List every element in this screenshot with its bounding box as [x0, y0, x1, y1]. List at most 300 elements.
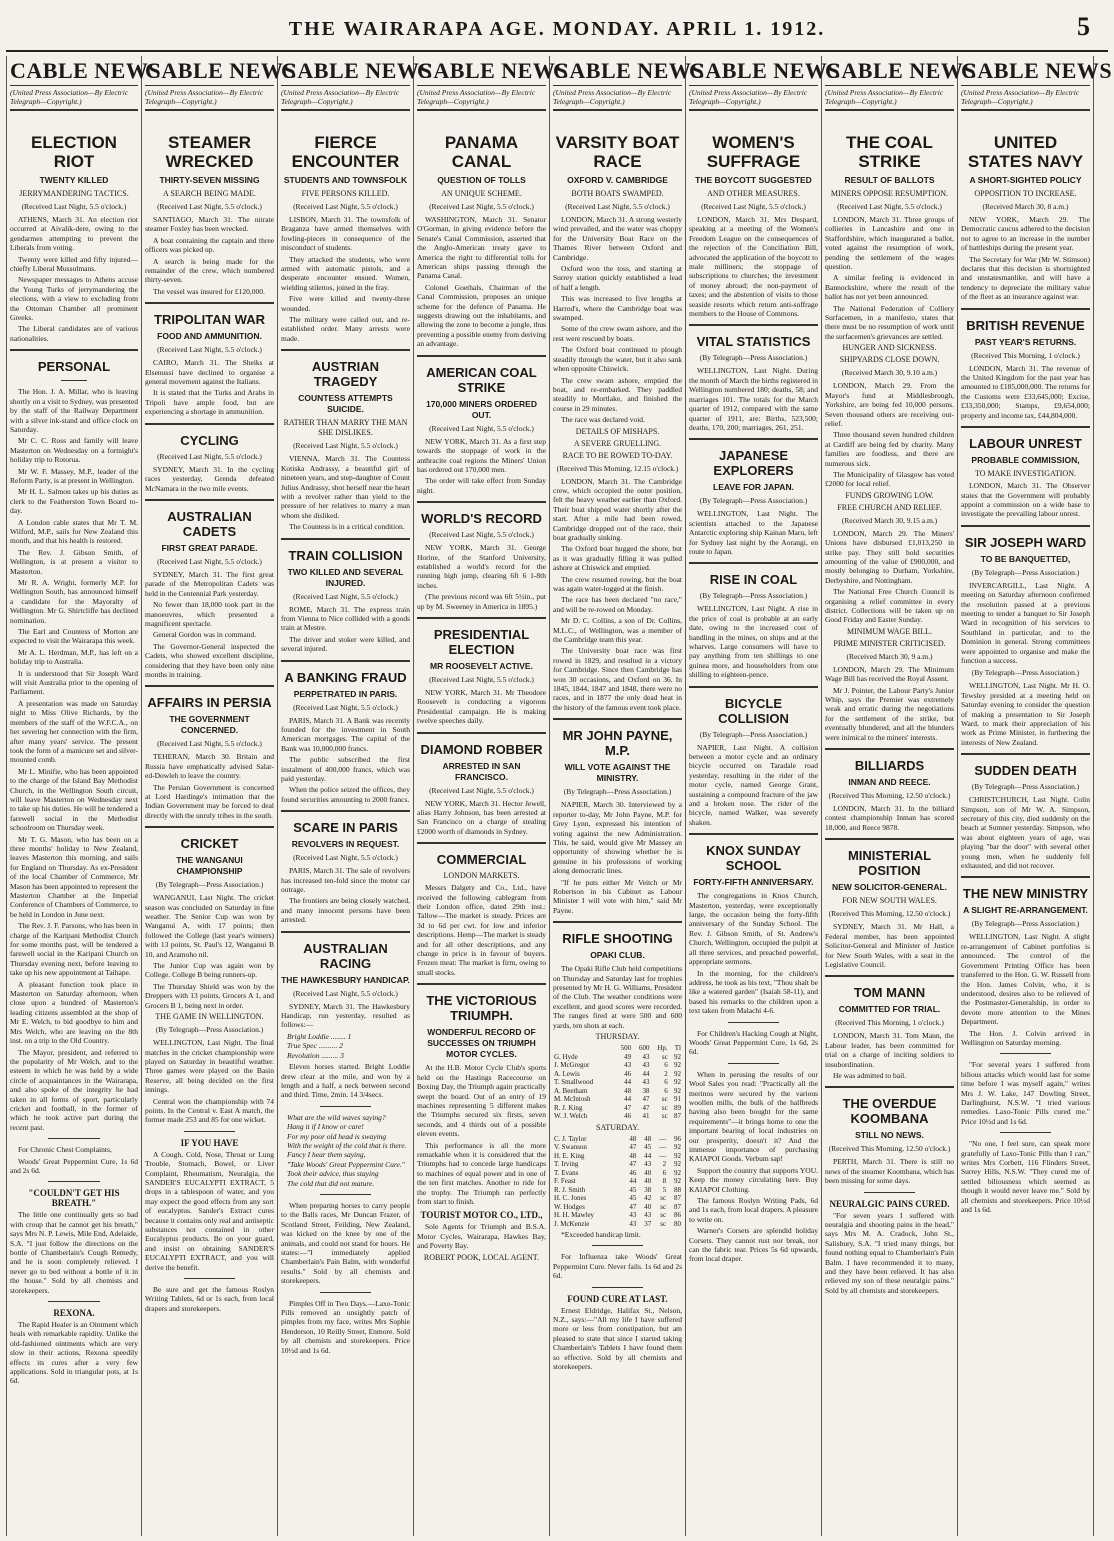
headline: AUSTRALIAN RACING: [303, 940, 388, 971]
table-cell: 5: [662, 1185, 667, 1194]
paragraph: LONDON, March 31. The Cambridge crew, which occupied the outer position, felt the heavy weather earlier than Oxford. Their boat shipped water shortly after the start. After a mile had been rowed, Cambridge dropped out of the race, their boat gradually sinking.: [553, 476, 682, 542]
table-cell: 48: [629, 1134, 637, 1143]
table-cell: 45: [629, 1194, 637, 1202]
subheadline: MR ROOSEVELT ACTIVE.: [430, 660, 533, 671]
divider: [689, 324, 818, 326]
subheadline: NEW SOLICITOR-GENERAL.: [831, 882, 948, 893]
divider: [417, 732, 546, 734]
table-cell: sc: [660, 1194, 667, 1202]
column-2: [142, 56, 297, 1536]
article-rifle-shooting: [553, 931, 682, 1239]
dateline: (By Telegraph—Press Association.): [699, 353, 808, 363]
paragraph: The Earl and Countess of Morton are expected to visit the Wairarapa this week.: [10, 627, 138, 646]
article-banking-fraud: [281, 670, 410, 805]
paragraph: NEW YORK, March 31. George Horine, of the Stanford University, established a world's record for the running high jump, clearing 6ft 6 1-8th inches.: [417, 543, 546, 590]
paragraph: Oxford won the toss, and starting at Surrey station quickly established a lead of half a length.: [553, 264, 682, 292]
table-cell: T. Evans: [554, 1168, 579, 1177]
article-coal-strike: [825, 133, 954, 742]
table-row: [553, 1220, 682, 1229]
subheadline: RATHER THAN MARRY THE MAN SHE DISLIKES.: [283, 418, 408, 438]
divider: [48, 1301, 99, 1302]
paragraph: LONDON, March 31. Three groups of collieries in Lancashire and one in Staffordshire, which inaugurated a ballot, voted against the resumption of work, pending the settlement of the wages question.: [825, 215, 954, 272]
article-affairs-in-persia: [145, 695, 274, 820]
article-austrian-tragedy: [281, 359, 410, 531]
subheadline: FORTY-FIFTH ANNIVERSARY.: [693, 877, 814, 888]
paragraph: The Rev. J. F. Parsons, who has been in charge of the Karipani Methodist Church for some months past, will be tendered a farewell social in the Karipani Church on Thursday evening next, before leaving to take up his new appointment at Taihape.: [10, 921, 138, 978]
headline: AFFAIRS IN PERSIA: [147, 695, 272, 711]
paragraph: Mr R. A. Wright, formerly M.P. for Wellington South, has announced himself a candidate for the Mayoralty of Wellington. Mr G. Shirtcliffe has declined nomination.: [10, 578, 138, 625]
headline: A BANKING FRAUD: [284, 669, 407, 685]
paragraph: The race was declared void.: [561, 415, 645, 425]
subheadline: STILL NO NEWS.: [855, 1130, 924, 1141]
poem-line: What are the wild waves saying?: [287, 1112, 386, 1122]
table-cell: 47: [642, 1095, 650, 1103]
paragraph: The Opaki Rifle Club held competitions on Thursday and Saturday last for trophies presented by Mr H. G. Williams, President of the Club. The weather conditions were excellent, and good scores were recorded. The ranges fired at were 500 and 600 yards, ten shots at each.: [553, 964, 682, 1030]
table-cell: J. McKenzie: [554, 1219, 590, 1228]
headline: TRAIN COLLISION: [288, 547, 403, 563]
paragraph: This was increased to five lengths at Harrod's, where the Cambridge boat was swamped.: [553, 294, 682, 323]
subheadline: JERRYMANDERING TACTICS.: [19, 189, 129, 198]
divider: [48, 1138, 99, 1139]
dateline: (Received Last Night, 5.5 o'clock.): [157, 451, 262, 461]
dateline: (Received March 30, 9.10 a.m.): [841, 368, 938, 378]
paragraph: The public subscribed the first instalment of 400,000 francs, which was paid yesterday.: [281, 755, 410, 783]
table-cell: sc: [660, 1211, 667, 1219]
headline: VARSITY BOAT RACE: [555, 133, 680, 171]
subheadline: THE GOVERNMENT CONCERNED.: [169, 714, 250, 736]
article-australian-cadets: [145, 509, 274, 679]
divider: [320, 1194, 372, 1195]
table-cell: 87: [674, 1202, 681, 1211]
column-1: [6, 56, 162, 1536]
paragraph: Mr D. C. Collins, a son of Dr. Collins, M.L.C., of Wellington, was a member of the Cambridge team this year.: [553, 616, 682, 645]
dateline: (Received March 30, 8 a.m.): [982, 202, 1069, 211]
headline: THE COAL STRIKE: [846, 133, 933, 171]
subheadline: DETAILS OF MISHAPS.: [575, 426, 660, 436]
paragraph: The congregations in Knox Church, Masterton, yesterday, were exceptionally large, the occasion being the forty-fifth anniversary of the Sunday School. The Rev. J. Gibson Smith, of St. Andrew's Church, Wellington, occupied the pulpit at all three services, and preached powerful, appropriate sermons.: [689, 891, 818, 967]
headline: TOM MANN: [853, 985, 926, 1001]
subheadline: SATURDAY.: [596, 1122, 639, 1132]
article-cricket: [145, 836, 274, 1125]
table-cell: 89: [674, 1103, 681, 1112]
article-diamond-robber: [417, 742, 546, 837]
divider: [184, 1278, 236, 1279]
article-american-coal-strike: [417, 365, 546, 495]
table-cell: 47: [624, 1103, 632, 1112]
advertisement: [10, 1308, 138, 1386]
dateline: (Received Last Night, 5.5 o'clock.): [429, 202, 534, 211]
paragraph: SYDNEY, March 31. The first great parade of the Metropolitan Cadets was held in the Centennial Park yesterday.: [145, 569, 274, 598]
divider: [689, 833, 818, 835]
paragraph: SYDNEY, March 31. Mr Hall, a Federal member, has been appointed Solicitor-General and Minister of Justice for New South Wales, with a seat in the Legislative Council.: [825, 922, 954, 969]
divider: [48, 1181, 99, 1182]
table-cell: 44: [642, 1069, 650, 1078]
ad-text: The Rapid Healer is an Ointment which heals with remarkable rapidity. Unlike the old-fashioned ointments which are very slow in their actions, Rexona speedily effects its cures after a very few applications. Sold in triangular pots, at 1s 6d.: [10, 1320, 138, 1386]
advertisement: [10, 1188, 138, 1295]
dateline: (By Telegraph—Press Association.): [155, 880, 264, 890]
scores-table-thursday: [553, 1044, 682, 1121]
divider: [417, 842, 546, 844]
table-cell: —: [659, 1143, 667, 1151]
subheadline: THIRTY-SEVEN MISSING: [159, 175, 260, 185]
dateline: (Received Last Night, 5.5 o'clock.): [293, 853, 398, 863]
ad-text: Pimples Off in Two Days.—Laxo-Tonic Pills removed an unsightly patch of pimples from my face, writes Mrs Sophie Henderson, 10 Reilly Street, Enmore. Sold by all chemists and storekeepers. Price 10½d and 1s 6d.: [281, 1298, 410, 1355]
table-cell: sc: [660, 1219, 667, 1228]
table-row: [553, 1194, 682, 1203]
subheadline: THURSDAY.: [595, 1032, 640, 1041]
paragraph: The Oxford boat hugged the shore, but as it was gradually filling it was pulled ashore at Chiswick and emptied.: [553, 544, 682, 573]
table-cell: —: [659, 1134, 667, 1143]
subheadline: PROBABLE COMMISSION,: [971, 455, 1080, 466]
poem-line: Fancy I hear them saying,: [287, 1150, 366, 1160]
divider: [320, 1292, 372, 1293]
subheadline: FUNDS GROWING LOW.: [845, 490, 934, 500]
dateline: (Received Last Night, 5.5 o'clock.): [293, 591, 398, 601]
table-cell: 44: [644, 1151, 652, 1160]
subheadline: OPPOSITION TO INCREASE.: [974, 189, 1077, 198]
paragraph: LONDON, March 31. Tom Mann, the Labour leader, has been committed for trial on a charge of inciting soldiers to insubordination.: [825, 1031, 954, 1069]
divider: [689, 686, 818, 688]
subheadline: 170,000 MINERS ORDERED OUT.: [425, 398, 537, 420]
divider: [281, 810, 410, 812]
divider: [961, 876, 1090, 878]
ad-title: IF YOU HAVE: [180, 1137, 239, 1148]
headline: DIAMOND ROBBER: [420, 741, 543, 757]
paragraph: This performance is all the more remarkable when it is considered that the Triumphs had to concede large handicaps to machines of equal power and in one of the ten first matches. Another to ride for the trophy. The Triumph ran perfectly from start to finish.: [417, 1140, 546, 1206]
ad-text: The famous Roslyn Writing Pads, 6d and 1s each, from local drapers. A pleasure to write on.: [689, 1196, 818, 1224]
ad-title: TOURIST MOTOR CO., LTD.,: [420, 1210, 543, 1221]
paragraph: The Countess is in a critical condition.: [289, 522, 405, 532]
paragraph: The Secretary for War (Mr W. Stimson) declares that this decision is shortsighted and unstatesmanlike, and will have a tendency to depreciate the military value of the fleet as an insurance against war.: [961, 254, 1090, 302]
dateline: (By Telegraph—Press Association.): [971, 567, 1080, 577]
table-cell: 92: [674, 1069, 681, 1078]
divider: [728, 1063, 780, 1064]
divider: [145, 499, 274, 501]
paragraph: LISBON, March 31. The townsfolk of Braganza have armed themselves with fowling-pieces in consequence of the misconduct of students.: [281, 215, 410, 253]
paragraph: The National Free Church Council is organising a relief committee in every district. Collections will be taken up on Good Friday and Easter Sunday.: [825, 587, 954, 625]
table-cell: 6: [662, 1168, 667, 1177]
subheadline: RESULT OF BALLOTS: [844, 175, 935, 185]
headline: FIERCE ENCOUNTER: [291, 133, 400, 171]
section-title: CABLE NEWS: [10, 56, 138, 86]
paragraph: LONDON, March 31. The revenue of the United Kingdom for the past year has amounted to £185,000,000. The returns for the Customs were £33,645,000; Excise, £33,350,000; Stamps, £9,654,000; property and income tax, £44,804,000.: [961, 363, 1091, 420]
paragraph: The crew resumed rowing, but the boat was again water-logged at the finish.: [553, 574, 682, 593]
subheadline: MINIMUM WAGE BILL.: [847, 626, 932, 636]
subheadline: BOTH BOATS SWAMPED.: [571, 189, 664, 198]
ad-text: Woods' Great Peppermint Cure, 1s 6d and 2s 6d.: [10, 1156, 138, 1175]
subheadline: INMAN AND REECE.: [848, 777, 931, 788]
divider: [961, 753, 1090, 755]
section-title: CABLE NEWS: [825, 56, 954, 86]
paragraph: At the H.B. Motor Cycle Club's sports held on the Hastings Racecourse on Boxing Day, the Triumph again practically swept the board. Out of an entry of 19 machines representing 5 different makes the Triumphs secured six firsts, seven seconds, and 4 thirds out of a possible eleven events.: [417, 1063, 546, 1139]
table-cell: A. Beetham: [554, 1086, 588, 1095]
paragraph: Central won the championship with 74 points. In the Central v. East A match, the former made 253 and 85 for one wicket.: [145, 1096, 274, 1125]
ad-text: For Influenza take Woods' Great Peppermint Cure. Never fails. 1s 6d and 2s 6d.: [553, 1252, 682, 1281]
paragraph: The driver and stoker were killed, and several injured.: [281, 634, 410, 654]
table-cell: 46: [629, 1168, 637, 1177]
paragraph: Colonel Goethals, Chairman of the Canal Commission, proposes an unique scheme for the defence of Panama. He suggests drawing out the inhabitants, and allowing the zone to become a jungle, thus preventing a possible enemy from deriving an advantage.: [417, 282, 546, 349]
poem-line: Hang it if I know or care!: [287, 1122, 364, 1132]
dateline: (Received Last Night, 5.5 o'clock.): [157, 556, 262, 566]
paragraph: The Municipality of Glasgow has voted £2000 for local relief.: [825, 469, 954, 489]
ad-text: When preparing horses to carry people to the Balls races, Mr Duncan Frazer, of Scotland Street, Feilding, New Zealand, was kicked on the knee by one of the animals, and could not stand for hours. He states:—"I immediately applied Chamberlain's Pain Balm, with wonderful results." Sold by all chemists and storekeepers.: [281, 1200, 410, 1286]
paragraph: The Oxford boat continued to plough steadily through the water, but it also sank when opposite Chiswick.: [553, 345, 682, 374]
ad-text: A Cough, Cold, Nose, Throat or Lung Trouble, Stomach, Bowel, or Liver Complaint, Rheumatism, Neuralgia, the SANDER'S EUCALYPTI EXTRACT, 5 drops in a tablespoon of water, and you may expect the good effects from any sort of eucalyptus. Sander's Extract cures because it contains only real and antiseptic substances not contained in other Eucalyptus products. Be on your guard, and insist on obtaining SANDER'S EUCALYPTI EXTRACT, and you will derive the benefit.: [145, 1149, 274, 1272]
table-row: [553, 1061, 682, 1070]
poem-line: For my poor old head is swaying: [287, 1131, 387, 1141]
table-cell: 92: [674, 1151, 681, 1160]
divider: [825, 1086, 954, 1088]
paragraph: WELLINGTON, Last Night. During the month of March the births registered in Wellington numbered 180; deaths, 58; and marriages 101. The totals for the March quarter of 1912, compared with the same quarter of 1911, are: Births, 523,500; deaths, 170, 200; marriages, 261, 251.: [689, 366, 818, 432]
dateline: (Received Last Night, 5.5 o'clock.): [157, 345, 262, 355]
table-cell: R. J. Smith: [554, 1185, 586, 1194]
paragraph: A pleasant function took place in Masterton on Saturday afternoon, when close upon a hundred of Masterton's leading citizens assembled at the shop of Mr E. Welch, to bid goodbye to him and Mrs Welch, who are leaving on the 8th inst. on a trip to the Old Country.: [10, 979, 138, 1046]
subheadline: LONDON MARKETS.: [443, 871, 520, 881]
table-cell: 92: [674, 1086, 681, 1095]
footnote: *Exceeded handicap limit.: [561, 1230, 641, 1239]
poem-line: The cold that did not mature.: [287, 1178, 375, 1188]
paragraph: Eleven horses started. Bright Loddie drew clear at the mile, and won by a length and a half, a neck between second and third. Time, 2min. 14 3/4secs.: [281, 1062, 410, 1100]
headline: CYCLING: [180, 432, 239, 448]
table-cell: 47: [629, 1160, 637, 1168]
column-7: [822, 56, 977, 1536]
subheadline: TO MAKE INVESTIGATION.: [975, 469, 1076, 479]
paragraph: The Junior Cup was again won by College. College B being runners-up.: [145, 961, 274, 980]
paragraph: The order will take effect from Sunday night.: [417, 476, 546, 495]
headline: PERSONAL: [37, 359, 111, 375]
headline: PANAMA CANAL: [444, 133, 519, 171]
table-cell: 88: [674, 1185, 681, 1194]
credit-line: (United Press Association—By Electric Telegraph—Copyright.): [10, 86, 138, 111]
paragraph: The crew swam ashore, emptied the boat, and re-embarked. They paddled steadily to Mortlake, and finished the course in 29 minutes.: [553, 375, 682, 413]
table-cell: 49: [624, 1052, 632, 1061]
subheadline: COUNTESS ATTEMPTS SUICIDE.: [298, 393, 393, 415]
article-japanese-explorers: [689, 448, 818, 556]
paragraph: ROME, March 31. The express train from Vienna to Nice collided with a goods train at Mestre.: [281, 604, 410, 633]
table-cell: T. Smallwood: [554, 1078, 594, 1086]
table-cell: 86: [674, 1211, 681, 1219]
paragraph: NEW YORK, March 31. As a first step towards the stoppage of work in the anthracite coal regions the Miners' Union has ordered out 170,000 men.: [417, 436, 546, 474]
article-presidential-election: [417, 627, 546, 726]
table-cell: sc: [661, 1112, 668, 1120]
subheadline: FIRST GREAT PARADE.: [161, 542, 258, 553]
paragraph: SYDNEY, March 31. The Hawkesbury Handicap, run yesterday, resulted as follows:—: [281, 1001, 410, 1030]
table-cell: 43: [629, 1211, 637, 1219]
article-train-collision: [281, 548, 410, 654]
dateline: (Received Last Night, 5.5 o'clock.): [293, 988, 398, 998]
headline: THE NEW MINISTRY: [962, 886, 1089, 902]
dateline: (Received Last Night, 5.5 o'clock.): [429, 423, 534, 433]
divider: [961, 426, 1090, 428]
dateline: (By Telegraph—Press Association.): [699, 729, 808, 739]
masthead-rule: [6, 50, 1108, 52]
ad-text: Sole Agents for Triumph and B.S.A. Motor Cycles, Wairarapa, Hawkes Bay, and Poverty Bay.: [417, 1222, 546, 1251]
credit-line: (United Press Association—By Electric Telegraph—Copyright.): [417, 86, 546, 111]
subheadline: AND OTHER MEASURES.: [707, 189, 800, 198]
race-result: True Spec .......... 2: [287, 1041, 344, 1051]
subheadline: PRIME MINISTER CRITICISED.: [833, 638, 946, 648]
paragraph: LONDON, March 29. The Miners' Unions have disbursed £1,013,250 in strike pay. They still hold securities amounting of the value of £900,000, and mostly belonging to Durham, Yorkshire, Derbyshire, and Nottingham.: [825, 528, 954, 585]
table-cell: 6: [664, 1078, 668, 1086]
subheadline: RACE TO BE ROWED TO-DAY.: [562, 450, 673, 460]
advertisement-poem: [281, 1113, 410, 1188]
divider: [281, 349, 410, 351]
paragraph: CAIRO, March 31. The Sheiks at Elsenussi have declined to organise a general movement against the Italians.: [145, 358, 274, 387]
paragraph: WELLINGTON, Last Night. The scientists attached to the Japanese Antarctic exploring ship Kainan Maru, left for Sydney last night by the Aorangi, en route to Japan.: [689, 509, 818, 556]
table-cell: 42: [644, 1194, 652, 1202]
ad-text: Ernest Eldridge, Halifax St., Nelson, N.Z., says:—"All my life I have suffered more or less from constipation, but am pleased to state that since I started taking Chamberlain's Tablets I have found them so effective. Sold by all chemists and storekeepers.: [553, 1305, 682, 1372]
table-cell: 44: [624, 1078, 632, 1086]
subheadline: ARRESTED IN SAN FRANCISCO.: [442, 760, 521, 782]
section-title: CABLE NEWS: [281, 56, 410, 86]
table-row: [553, 1143, 682, 1152]
article-bicycle-collision: [689, 696, 818, 828]
headline: SIR JOSEPH WARD: [964, 534, 1087, 550]
article-election-riot: [10, 133, 138, 343]
table-cell: V. Swanson: [554, 1143, 587, 1151]
divider: [281, 931, 410, 933]
paragraph: PARIS, March 31. The sale of revolvers has increased ten-fold since the motor car outrage.: [281, 866, 410, 895]
paragraph: Mr T. G. Mason, who has been on a three months' holiday to New Zealand, leaves Masterton this morning, and sails for England on Thursday. As ex-President of the local Chamber of Commerce, Mr Mason has been appointed to represent the Masterton Chamber at the Imperial Conference of Chambers of Commerce, to be held in London in June next.: [10, 834, 138, 919]
ad-signature: ROBERT POOK, LOCAL AGENT.: [423, 1252, 540, 1262]
dateline: (Received This Morning, 12.50 o'clock.): [828, 909, 951, 919]
table-cell: 47: [629, 1202, 637, 1211]
headline: LABOUR UNREST: [969, 436, 1082, 452]
paragraph: WELLINGTON, Last Night. A rise in the price of coal is probable at an early date, owing to the increased cost of handling in the mines, on ships and at the wharves. Large consumers will have to pay anything from ten shillings to one guinea more, and householders from one shilling to eighteen-pence.: [689, 604, 818, 680]
table-cell: 43: [629, 1219, 637, 1228]
table-cell: 92: [674, 1078, 681, 1086]
dateline: (Received Last Night, 5.5 o'clock.): [837, 202, 942, 211]
headline: AMERICAN COAL STRIKE: [426, 364, 537, 395]
credit-line: (United Press Association—By Electric Telegraph—Copyright.): [961, 86, 1090, 111]
paragraph: No fewer than 18,000 took part in the manoeuvres, which presented a magnificent spectacle.: [145, 600, 274, 628]
credit-line: (United Press Association—By Electric Telegraph—Copyright.): [553, 86, 682, 111]
paragraph: Mr H. L. Salmon takes up his duties as clerk to the Featherston Town Board to-day.: [10, 487, 138, 516]
divider: [961, 525, 1090, 527]
dateline: (Received Last Night, 5.5 o'clock.): [701, 202, 806, 211]
table-row: [553, 1186, 682, 1195]
table-row: [553, 1104, 682, 1113]
paragraph: Mr W. F. Massey, M.P., leader of the Reform Party, is at present in Wellington.: [10, 466, 138, 485]
table-cell: 45: [644, 1143, 652, 1151]
table-row: [553, 1070, 682, 1079]
article-australian-racing: [281, 941, 410, 1100]
table-row: [553, 1078, 682, 1087]
table-cell: 92: [674, 1168, 681, 1177]
paragraph: A search is being made for the remainder of the crew, which numbered thirty-seven.: [145, 256, 274, 285]
headline: BICYCLE COLLISION: [718, 695, 789, 726]
article-labour-unrest: [961, 436, 1090, 519]
divider: [417, 617, 546, 619]
subheadline: QUESTION OF TOLLS: [437, 175, 526, 185]
dateline: (Received Last Night, 5.5 o'clock.): [293, 702, 398, 712]
headline: AUSTRALIAN CADETS: [167, 508, 252, 539]
paragraph: VIENNA, March 31. The Countess Kotiska Andrassy, a beautiful girl of nineteen years, and step-daughter of Count Julius Andrassy, shot herself near the heart with a revolver rather than yield to the pressure of her relatives to marry a man whom she disliked.: [281, 454, 410, 520]
table-cell: 500: [620, 1044, 632, 1052]
dateline: (Received Last Night, 5.5 o'clock.): [157, 202, 262, 211]
paragraph: General Gordon was in command.: [153, 630, 257, 640]
table-cell: 43: [644, 1160, 652, 1168]
subheadline: COMMITTED FOR TRIAL.: [838, 1004, 941, 1015]
ad-text: When in perusing the results of our Wool Sales you read: "Practically all the merinos were secured by the various woollen mills, the bulk of the halfbreds having also been bought for the same requirements"—it brings home to one the important bearing of local industries on our prosperity, doesn't it? And the immense importance of purchasing KAIAPOI Goods. Verbum sap!: [689, 1069, 818, 1164]
section-title: CABLE NEWS: [417, 56, 546, 86]
table-cell: 48: [624, 1086, 632, 1095]
table-cell: 48: [629, 1151, 637, 1160]
article-british-revenue: [961, 318, 1090, 420]
subheadline: A SEVERE GRUELLING.: [573, 438, 662, 448]
paragraph: The Rev. J. Gibson Smith, of Wellington, is at present a visitor to Masterton.: [10, 547, 138, 576]
article-billiards: [825, 758, 954, 832]
paragraph: Some of the crew swam ashore, and the rest were rescued by boats.: [553, 324, 682, 343]
table-cell: 47: [642, 1103, 650, 1112]
paragraph: LONDON, March 31. In the billiard contest championship Inman has scored 18,000, and Reece 9878.: [825, 804, 954, 832]
table-cell: H. E. King: [554, 1151, 585, 1160]
table-row: [553, 1211, 682, 1220]
headline: PRESIDENTIAL ELECTION: [433, 626, 530, 657]
table-cell: M. McIntosh: [554, 1095, 591, 1103]
paragraph: ATHENS, March 31. An election riot occurred at Aivalik-dere, owing to the gendarmes attempting to prevent the Liberals from voting.: [10, 215, 138, 253]
headline: UNITED STATES NAVY: [967, 133, 1084, 171]
paragraph: The Hon. J. A. Millar, who is leaving shortly on a visit to Sydney, was presented by the staff of the Railway Department with a silver ink-stand and office clock on Saturday.: [10, 387, 138, 434]
divider: [592, 1245, 644, 1246]
headline: MINISTERIAL POSITION: [847, 848, 932, 879]
dateline: (By Telegraph—Press Association.): [971, 668, 1080, 678]
table-cell: 41: [642, 1112, 650, 1120]
paragraph: A similar feeling is evidenced in Bannockshire, where the result of the ballot has not yet been announced.: [825, 273, 954, 302]
dateline: (Received This Morning, 12.50 o'clock.): [828, 791, 951, 801]
credit-line: (United Press Association—By Electric Telegraph—Copyright.): [689, 86, 818, 111]
section-title: CABLE NEWS: [689, 56, 818, 86]
article-panama-canal: [417, 133, 546, 349]
headline: KNOX SUNDAY SCHOOL: [706, 843, 801, 874]
table-row: [553, 1177, 682, 1186]
divider: [553, 921, 682, 923]
paragraph: LONDON, March 31. A strong westerly wind prevailed, and the water was choppy for the University Boat Race on the Thames River between Oxford and Cambridge.: [553, 215, 682, 262]
section-title: CABLE NEWS: [145, 56, 274, 86]
paragraph: Mr J. Pointer, the Labour Party's Junior Whip, says the Premier was extremely weak and erratic during the negotiations for the settlement of the strike, but eventually blundered, and all the blunders were inimical to the miners' interests.: [825, 685, 954, 742]
subheadline: HUNGER AND SICKNESS.: [842, 343, 937, 353]
dateline: (Received Last Night, 5.5 o'clock.): [21, 202, 127, 211]
headline: VITAL STATISTICS: [696, 334, 811, 350]
headline: RIFLE SHOOTING: [562, 931, 673, 947]
subheadline: PERPETRATED IN PARIS.: [293, 688, 398, 699]
table-cell: 6: [664, 1086, 668, 1095]
paragraph: WELLINGTON, Last Night. Mr H. O. Tewsley presided at a meeting held on Saturday evening to consider the question of making a presentation to Sir Joseph Ward, to mark their appreciation of his work as Prime Minister, in furthering the interests of New Zealand.: [961, 681, 1090, 747]
table-row: [553, 1203, 682, 1212]
paragraph: Mr C. C. Ross and family will leave Masterton on Wednesday on a fortnight's holiday trip to Rotorua.: [10, 436, 138, 465]
headline: JAPANESE EXPLORERS: [713, 448, 794, 479]
article-vital-statistics: [689, 334, 818, 432]
ad-text: For Children's Hacking Cough at Night, Woods' Great Peppermint Cure, 1s 6d, 2s 6d.: [689, 1028, 818, 1057]
table-cell: H. C. Jones: [554, 1194, 587, 1202]
subheadline: AN UNIQUE SCHEME.: [441, 189, 522, 198]
paragraph: Messrs Dalgety and Co., Ltd., have received the following cablegram from their London office, dated 29th inst.: Tallow—The market is steady. Prices are 3d to 6d per cwt. for low and inferior descriptions. Hemp—The market is steady and for all other descriptions, and any change in price is in favour of buyers. Frozen meat: The market is firm, owing to small stocks.: [417, 883, 546, 977]
paragraph: SANTIAGO, March 31. The nitrate steamer Foxley has been wrecked.: [145, 215, 274, 234]
article-new-ministry: [961, 886, 1090, 1047]
paragraph: WANGANUI, Last Night. The cricket season was concluded on Saturday in fine weather. The Senior Cup was won by Wanganui A, with 17 points; then followed the College (last year's winners) with 13 points, St. Paul's 12, Wanganui B 10, and Aramoho nil.: [145, 893, 274, 959]
table-row: [553, 1112, 682, 1121]
table-cell: 38: [644, 1185, 652, 1194]
paragraph: Twenty were killed and fifty injured—chiefly Liberal Mussulmans.: [10, 254, 138, 274]
subheadline: A SHORT-SIGHTED POLICY: [969, 175, 1082, 185]
table-row: [553, 1135, 682, 1144]
advertisement-triumph: [417, 993, 546, 1262]
headline: BILLIARDS: [854, 758, 925, 774]
paragraph: The Governor-General inspected the Cadets, who showed excellent discipline, considering that they have been only nine months in training.: [145, 641, 274, 679]
table-cell: 8: [662, 1177, 667, 1185]
subheadline: SHIPYARDS CLOSE DOWN.: [839, 355, 940, 365]
article-rise-in-coal: [689, 572, 818, 679]
